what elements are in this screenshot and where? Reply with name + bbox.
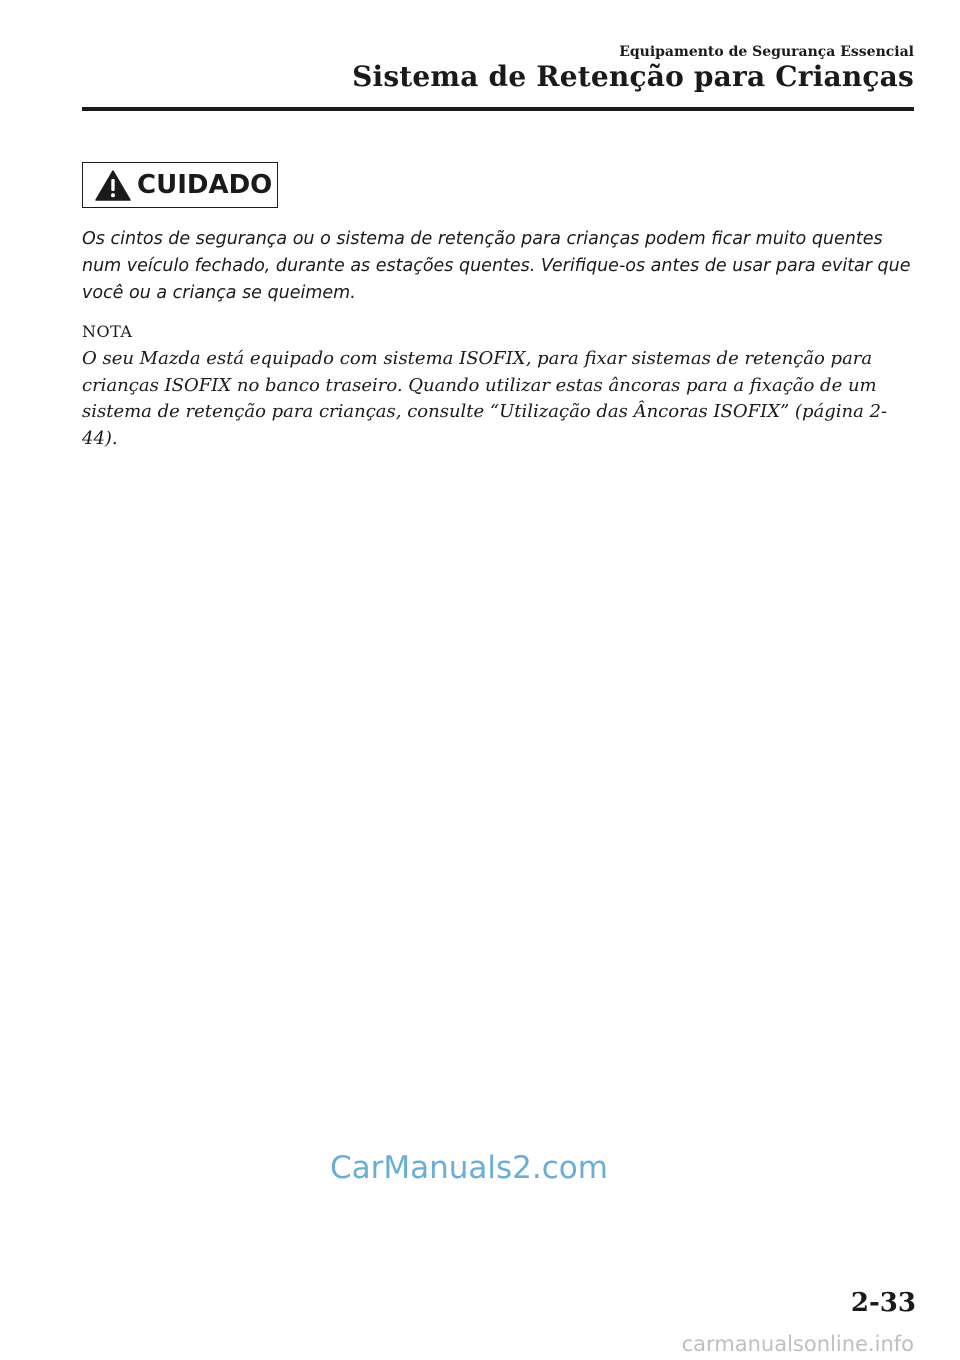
page-title: Sistema de Retenção para Crianças xyxy=(352,60,914,93)
note-label: NOTA xyxy=(82,322,133,341)
footer-url: carmanualsonline.info xyxy=(681,1332,914,1356)
watermark: CarManuals2.com xyxy=(330,1150,608,1186)
note-text: O seu Mazda está equipado com sistema ISOFIX, para fixar sistemas de retenção para crianças ISOFIX no banco traseiro. Quando utilizar estas âncoras para a fixação de um sistema de retenção para crianças, consulte “Utilização das Âncoras ISOFIX” (página 2-44). xyxy=(82,348,888,449)
page-number: 2-33 xyxy=(850,1288,916,1318)
caution-label: CUIDADO xyxy=(137,170,273,200)
section-heading: Equipamento de Segurança Essencial xyxy=(619,44,914,60)
caution-badge xyxy=(82,162,278,208)
warning-triangle-icon xyxy=(95,170,131,201)
header-divider xyxy=(82,107,914,111)
caution-text: Os cintos de segurança ou o sistema de retenção para crianças podem ficar muito quentes num veículo fechado, durante as estações quentes. Verifique-os antes de usar para evitar que você ou a criança se queimem. xyxy=(82,229,911,303)
